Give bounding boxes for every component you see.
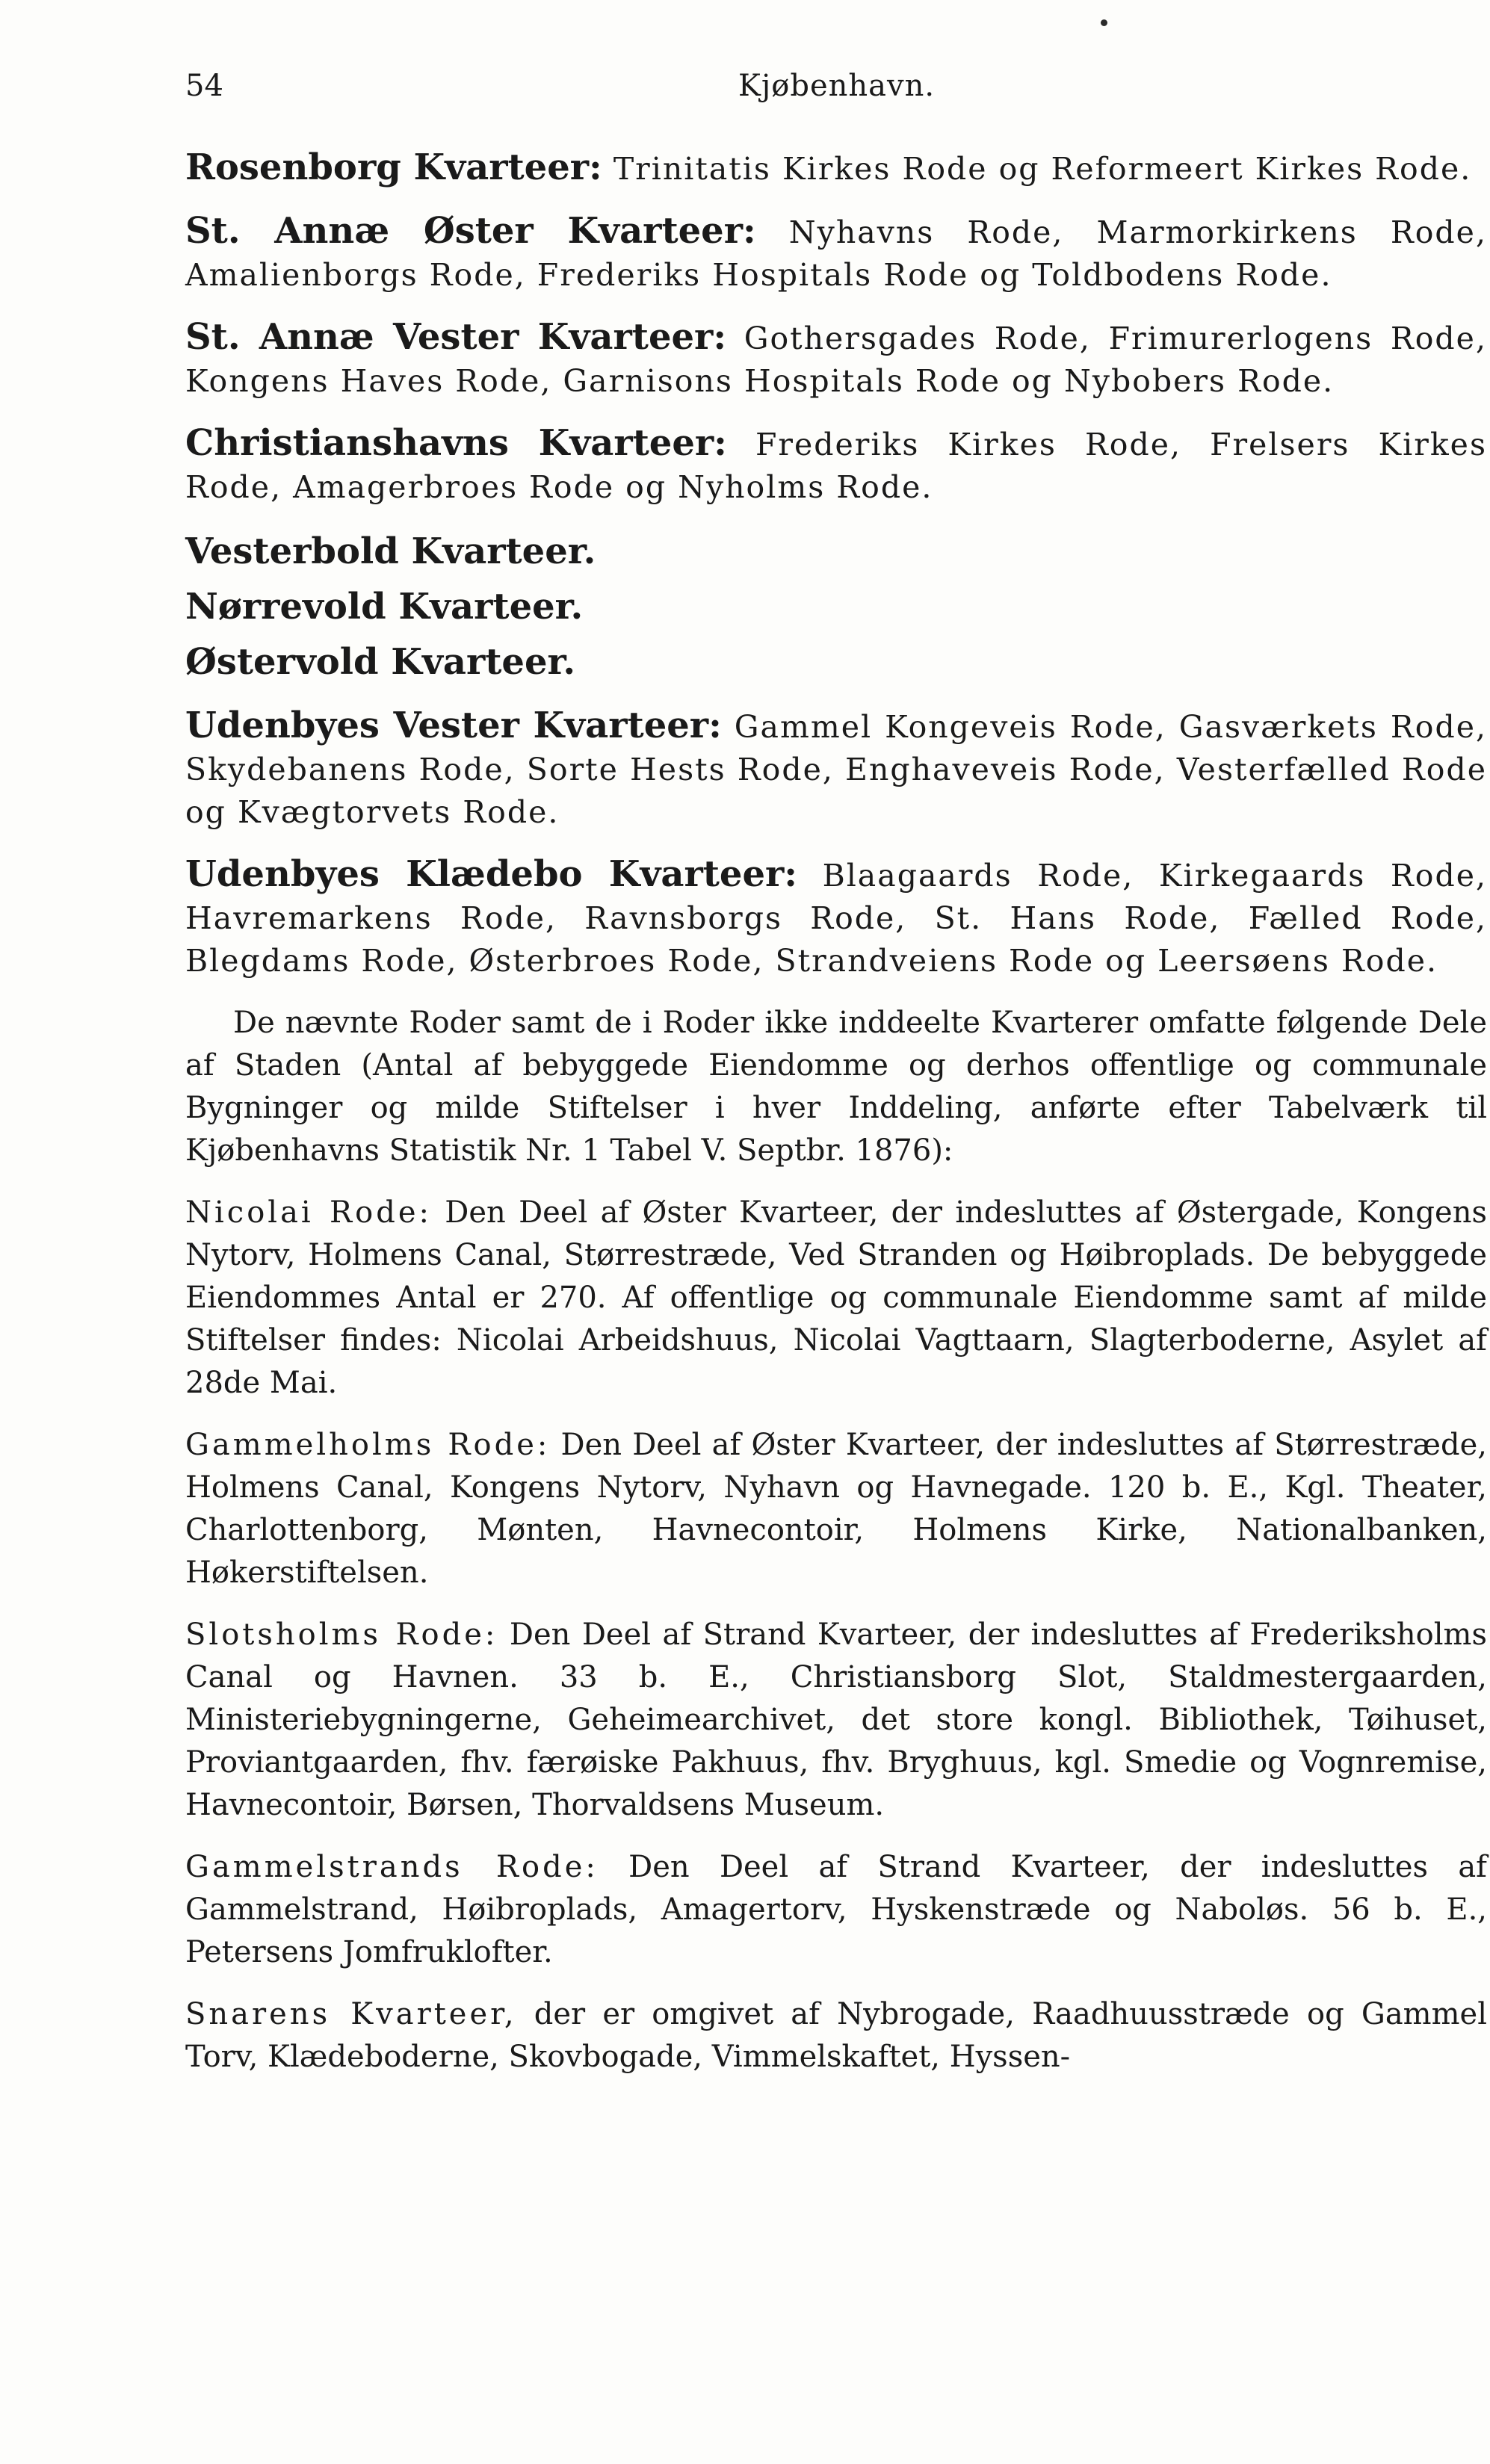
- quarter-heading: Udenbyes Klædebo Kvarteer:: [185, 853, 798, 895]
- quarter-entry: [185, 146, 1487, 191]
- quarter-heading-plain: Østervold Kvarteer.: [185, 641, 576, 683]
- district-entry: [185, 1846, 1487, 1974]
- district-name: Snarens Kvarteer,: [185, 1997, 517, 2031]
- quarter-entry: [185, 705, 1487, 834]
- quarter-text: Blaagaards Rode, Kirkegaards Rode, Havremarkens Rode, Ravnsborgs Rode, St. Hans Rode, Fælled Rode, Blegdams Rode, Østerbroes Rode, Strandveiens Rode og Leersøens Rode.: [185, 858, 1487, 979]
- running-head: Kjøbenhavn.: [738, 69, 936, 103]
- district-name: Gammelholms Rode:: [185, 1428, 551, 1462]
- quarter-heading-plain: Nørrevold Kvarteer.: [185, 586, 584, 628]
- quarter-heading: Rosenborg Kvarteer:: [185, 146, 602, 188]
- quarter-heading-plain: Vesterbold Kvarteer.: [185, 530, 596, 572]
- quarter-heading: St. Annæ Vester Kvarteer:: [185, 316, 727, 358]
- district-entry: [185, 1614, 1487, 1827]
- intro-paragraph: De nævnte Roder samt de i Roder ikke inddeelte Kvarterer omfatte følgende Dele af Staden (Antal af bebyggede Eiendomme og derhos offentlige og communale Bygninger og milde Stiftelser i hver Inddeling, anførte efter Tabelværk til Kjøbenhavns Statistik Nr. 1 Tabel V. Septbr. 1876):: [185, 1006, 1487, 1168]
- quarter-entry: [185, 316, 1487, 403]
- district-entry: [185, 1993, 1487, 2078]
- quarter-text: Gammel Kongeveis Rode, Gasværkets Rode, Skydebanens Rode, Sorte Hests Rode, Enghaveveis Rode, Vesterfælled Rode og Kvægtorvets Rode.: [185, 709, 1487, 830]
- quarter-text: Gothersgades Rode, Frimurerlogens Rode, Kongens Haves Rode, Garnisons Hospitals Rode og Nybobers Rode.: [185, 321, 1487, 399]
- district-name: Slotsholms Rode:: [185, 1618, 498, 1652]
- quarter-heading: St. Annæ Øster Kvarteer:: [185, 210, 756, 252]
- district-entry: [185, 1192, 1487, 1405]
- district-text: der er omgivet af Nybrogade, Raadhuusstræde og Gammel Torv, Klædeboderne, Skovbogade, Vimmelskaftet, Hyssen-: [185, 1997, 1487, 2074]
- district-name: Nicolai Rode:: [185, 1195, 432, 1230]
- quarter-heading: Christianshavns Kvarteer:: [185, 422, 727, 464]
- page-number: 54: [185, 69, 223, 103]
- quarter-entry: [185, 422, 1487, 509]
- quarter-text: Frederiks Kirkes Rode, Frelsers Kirkes Rode, Amagerbroes Rode og Nyholms Rode.: [185, 427, 1487, 505]
- quarter-heading: Udenbyes Vester Kvarteer:: [185, 705, 722, 746]
- quarter-text: Trinitatis Kirkes Rode og Reformeert Kirkes Rode.: [613, 151, 1472, 187]
- print-speck: [1101, 19, 1107, 26]
- district-text: Den Deel af Strand Kvarteer, der indesluttes af Frederiksholms Canal og Havnen. 33 b. E., Christiansborg Slot, Staldmestergaarden, Ministeriebygningerne, Geheimearchivet, det store kongl. Bibliothek, Tøihuset, Proviantgaarden, fhv. færøiske Pakhuus, fhv. Bryghuus, kgl. Smedie og Vognremise, Havnecontoir, Børsen, Thorvaldsens Museum.: [185, 1618, 1488, 1822]
- page-body: [185, 146, 1487, 2098]
- district-text: Den Deel af Øster Kvarteer, der indesluttes af Størrestræde, Holmens Canal, Kongens Nytorv, Nyhavn og Havnegade. 120 b. E., Kgl. Theater, Charlottenborg, Mønten, Havnecontoir, Holmens Kirke, Nationalbanken, Høkerstiftelsen.: [185, 1428, 1487, 1590]
- quarter-entry: [185, 853, 1487, 982]
- district-name: Gammelstrands Rode:: [185, 1850, 599, 1884]
- district-text: Den Deel af Strand Kvarteer, der indesluttes af Gammelstrand, Høibroplads, Amagertorv, Hyskenstræde og Naboløs. 56 b. E., Petersens Jomfruklofter.: [185, 1850, 1487, 1969]
- quarter-entry: [185, 210, 1487, 297]
- page-header: [185, 69, 1487, 114]
- district-text: Den Deel af Øster Kvarteer, der indesluttes af Østergade, Kongens Nytorv, Holmens Canal, Størrestræde, Ved Stranden og Høibroplads. De bebyggede Eiendommes Antal er 270. Af offentlige og communale Eiendomme samt af milde Stiftelser findes: Nicolai Arbeidshuus, Nicolai Vagttaarn, Slagterboderne, Asylet af 28de Mai.: [185, 1195, 1487, 1400]
- quarter-text: Nyhavns Rode, Marmorkirkens Rode, Amalienborgs Rode, Frederiks Hospitals Rode og Toldbodens Rode.: [185, 214, 1487, 293]
- district-entry: [185, 1424, 1487, 1594]
